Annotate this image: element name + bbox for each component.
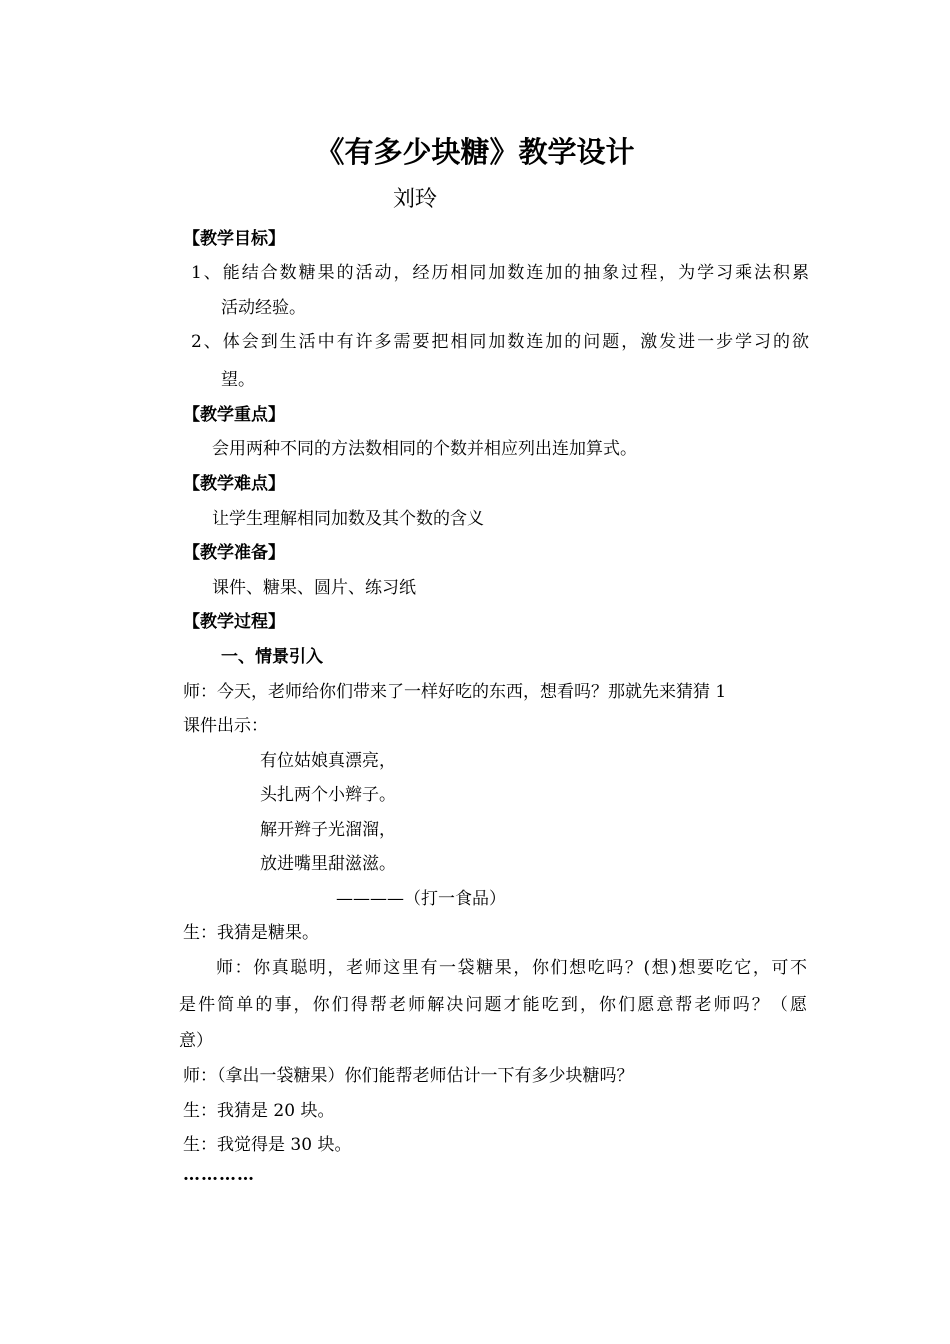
student-line-1: 生：我猜是糖果。 <box>183 923 319 943</box>
key-points-heading: 【教学重点】 <box>183 405 285 425</box>
document-title: 《有多少块糖》教学设计 <box>315 135 635 169</box>
author-name: 刘玲 <box>393 187 438 212</box>
student-line-3: 生：我觉得是 30 块。 <box>183 1135 352 1155</box>
riddle-answer-hint: ————（打一食品） <box>336 889 506 909</box>
goal-2-line-2: 望。 <box>221 370 255 390</box>
preparation-text: 课件、糖果、圆片、练习纸 <box>212 578 416 598</box>
student-line-2: 生：我猜是 20 块。 <box>183 1101 335 1121</box>
riddle-line-4: 放进嘴里甜滋滋。 <box>260 854 396 874</box>
teacher-line-3-part-3: 意） <box>179 1031 213 1051</box>
teacher-line-4: 师：（拿出一袋糖果）你们能帮老师估计一下有多少块糖吗？ <box>183 1066 634 1086</box>
goal-2-line-1: 2、体会到生活中有许多需要把相同加数连加的问题，激发进一步学习的欲 <box>191 332 809 352</box>
riddle-line-1: 有位姑娘真漂亮， <box>260 751 396 771</box>
ellipsis: ………… <box>183 1165 255 1185</box>
goals-heading: 【教学目标】 <box>183 229 285 249</box>
part-1-heading: 一、情景引入 <box>221 647 323 667</box>
key-points-text: 会用两种不同的方法数相同的个数并相应列出连加算式。 <box>212 439 637 459</box>
goal-1-line-2: 活动经验。 <box>221 298 306 318</box>
riddle-line-3: 解开辫子光溜溜， <box>260 820 396 840</box>
riddle-line-2: 头扎两个小辫子。 <box>260 785 396 805</box>
preparation-heading: 【教学准备】 <box>183 543 285 563</box>
goal-1-line-1: 1、能结合数糖果的活动，经历相同加数连加的抽象过程，为学习乘法积累 <box>191 263 809 283</box>
difficulty-heading: 【教学难点】 <box>183 474 285 494</box>
teacher-line-3-part-2: 是件简单的事，你们得帮老师解决问题才能吃到，你们愿意帮老师吗？（愿 <box>179 995 807 1015</box>
courseware-label: 课件出示： <box>183 716 268 736</box>
teacher-line-1: 师：今天，老师给你们带来了一样好吃的东西，想看吗？那就先来猜猜 1 <box>183 682 727 702</box>
difficulty-text: 让学生理解相同加数及其个数的含义 <box>212 509 484 529</box>
teacher-line-3-part-1: 师：你真聪明，老师这里有一袋糖果，你们想吃吗？(想)想要吃它，可不 <box>216 958 807 978</box>
process-heading: 【教学过程】 <box>183 612 285 632</box>
